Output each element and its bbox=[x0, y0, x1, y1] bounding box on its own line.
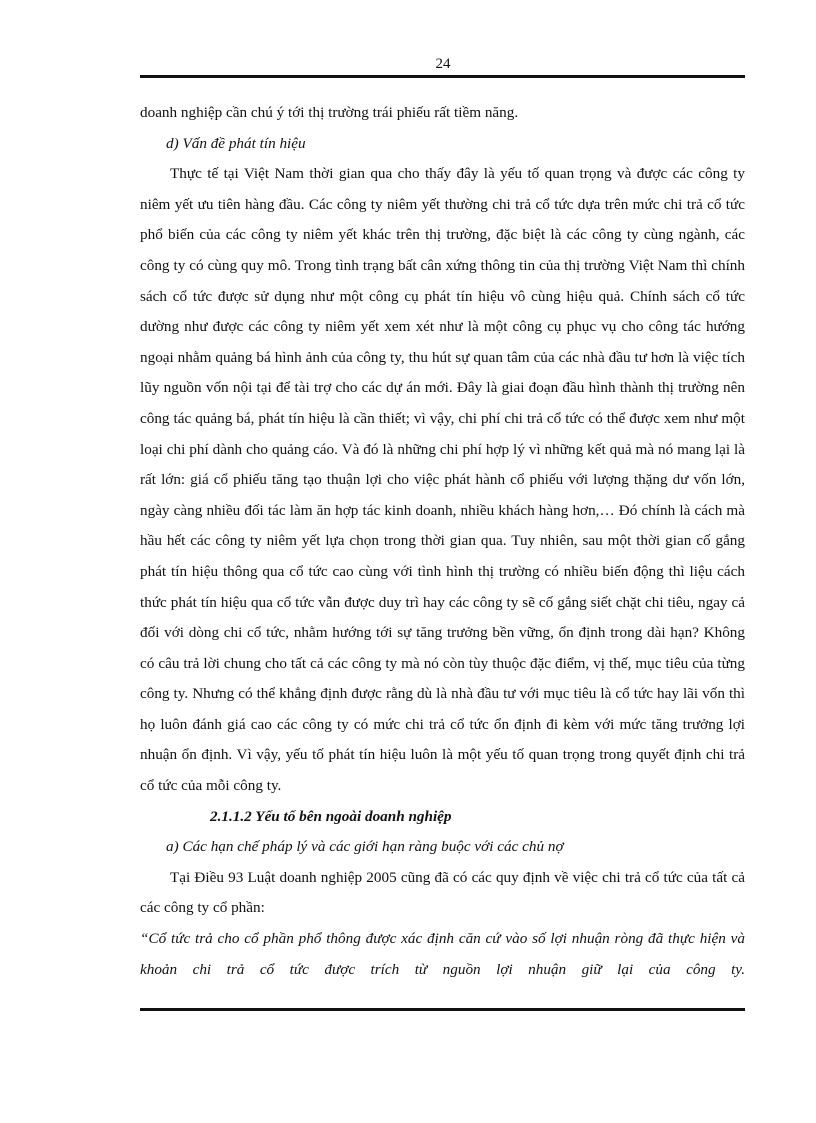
paragraph-law: Tại Điều 93 Luật doanh nghiệp 2005 cũng đã có các quy định về việc chi trả cổ tức của tất cả các công ty cổ phần: bbox=[140, 868, 745, 917]
page-number: 24 bbox=[435, 56, 451, 72]
paragraph-signal: Thực tế tại Việt Nam thời gian qua cho thấy đây là yếu tố quan trọng và được các công ty niêm yết ưu tiên hàng đầu. Các công ty niêm yết thường chi trả cổ tức dựa trên mức chi trả cổ tức phổ biến của các công ty niêm yết khác trên thị trường, đặc biệt là các công ty cùng ngành, các công ty có cùng quy mô. Trong tình trạng bất cân xứng thông tin của thị trường Việt Nam thì chính sách cổ tức được sử dụng như một công cụ phát tín hiệu vô cùng hiệu quả. Chính sách cổ tức dường như được các công ty niêm yết xem xét như là một công cụ phục vụ cho công tác hướng ngoại nhằm quảng bá hình ảnh của công ty, thu hút sự quan tâm của các nhà đầu tư hơn là việc tích lũy nguồn vốn nội tại để tài trợ cho các dự án mới. Đây là giai đoạn đầu hình thành thị trường nên công tác quảng bá, phát tín hiệu là cần thiết; vì vậy, chi phí chi trả cổ tức có thể được xem như một loại chi phí dành cho quảng cáo. Và đó là những chi phí hợp lý vì những kết quả mà nó mang lại là rất lớn: giá cổ phiếu tăng tạo thuận lợi cho việc phát hành cổ phiếu với lượng thặng dư vốn lớn, ngày càng nhiều đối tác làm ăn hợp tác kinh doanh, nhiều khách hàng hơn,… Đó chính là cách mà hầu hết các công ty niêm yết lựa chọn trong thời gian qua. Tuy nhiên, sau một thời gian cố gắng phát tín hiệu thông qua cổ tức cao cùng với tình hình thị trường có nhiều biến động thì liệu cách thức phát tín hiệu qua cổ tức vẫn được duy trì hay các công ty sẽ cố gắng siết chặt chi tiêu, ngay cả đối với dòng chi cổ tức, nhằm hướng tới sự tăng trưởng bền vững, ổn định trong dài hạn? Không có câu trả lời chung cho tất cả các công ty mà nó còn tùy thuộc đặc điểm, vị thế, mục tiêu của từng công ty. Nhưng có thể khẳng định được rằng dù là nhà đầu tư với mục tiêu là cổ tức hay lãi vốn thì họ luôn đánh giá cao các công ty có mức chi trả cổ tức ổn định đi kèm với mức tăng trưởng lợi nhuận ổn định. Vì vậy, yếu tố phát tín hiệu luôn là một yếu tố quan trọng trong quyết định chi trả cổ tức của mỗi công ty. bbox=[140, 165, 745, 795]
continued-line: doanh nghiệp cần chú ý tới thị trường trái phiếu rất tiềm năng. bbox=[140, 104, 519, 121]
section-heading-d: d) Vấn đề phát tín hiệu bbox=[166, 134, 306, 152]
law-quote: “Cổ tức trả cho cổ phần phổ thông được xác định căn cứ vào số lợi nhuận ròng đã thực hiện và khoản chi trả cổ tức được trích từ nguồn lợi nhuận giữ lại của công ty. bbox=[140, 930, 745, 978]
document-body bbox=[140, 98, 745, 985]
section-heading-a: a) Các hạn chế pháp lý và các giới hạn ràng buộc với các chủ nợ bbox=[166, 838, 564, 856]
subsection-heading: 2.1.1.2 Yếu tố bên ngoài doanh nghiệp bbox=[210, 807, 452, 825]
footer-rule bbox=[140, 1008, 745, 1011]
header-rule bbox=[140, 75, 745, 78]
